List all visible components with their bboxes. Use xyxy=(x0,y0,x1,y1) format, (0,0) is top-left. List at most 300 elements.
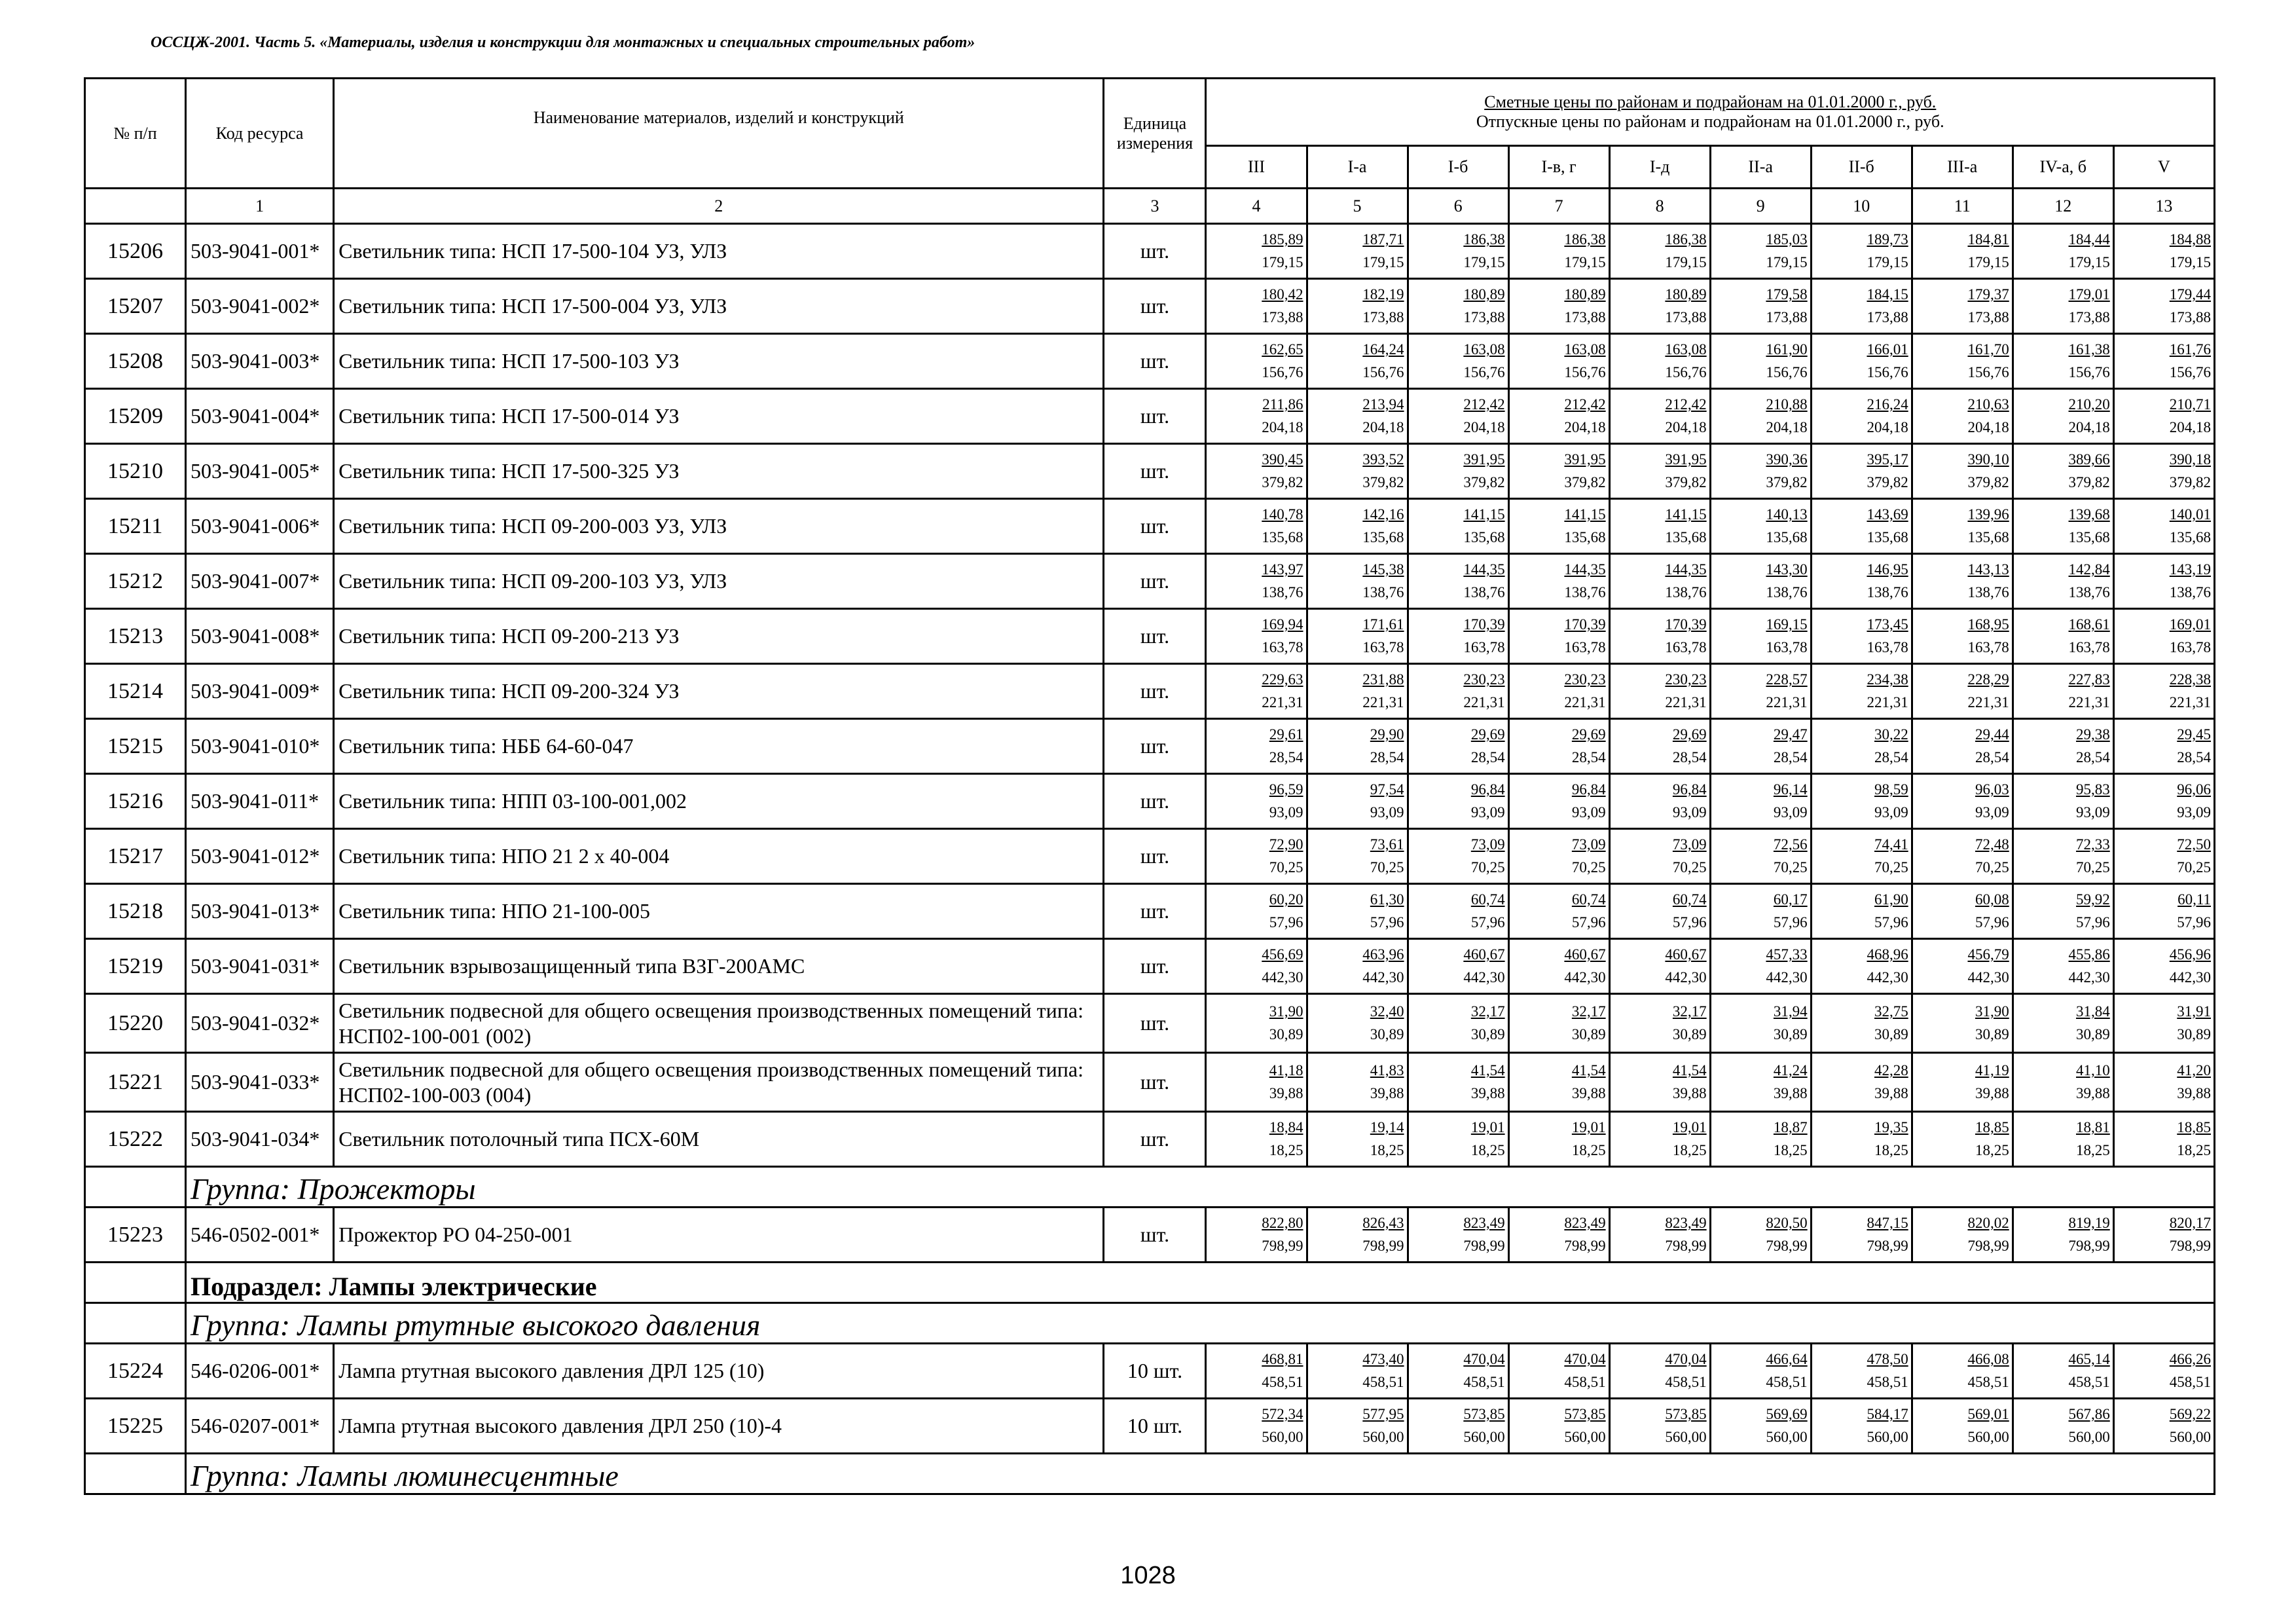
row-number: 15213 xyxy=(85,609,186,664)
wholesale-price: 70,25 xyxy=(1269,858,1303,876)
price-cell xyxy=(1307,499,1408,554)
estimate-price-value: 61,90 xyxy=(1874,891,1908,908)
wholesale-price: 135,68 xyxy=(2169,528,2211,545)
wholesale-price: 204,18 xyxy=(1766,418,1808,435)
table-row xyxy=(85,279,2215,334)
table-row xyxy=(85,664,2215,719)
price-cell xyxy=(2113,884,2214,939)
estimate-price xyxy=(1711,339,1810,361)
estimate-price-value: 185,03 xyxy=(1766,231,1808,248)
estimate-price xyxy=(1207,1001,1305,1024)
wholesale-price: 204,18 xyxy=(1867,418,1908,435)
wholesale-price: 458,51 xyxy=(1463,1373,1505,1390)
wholesale-price: 138,76 xyxy=(2169,583,2211,600)
group-row xyxy=(85,1303,2215,1344)
estimate-price xyxy=(1611,944,1709,967)
price-cell xyxy=(2013,939,2113,994)
wholesale-price: 379,82 xyxy=(2169,473,2211,490)
estimate-price-value: 460,67 xyxy=(1665,946,1707,963)
estimate-price-value: 457,33 xyxy=(1766,946,1808,963)
column-number: 4 xyxy=(1206,189,1307,224)
wholesale-price: 221,31 xyxy=(2169,693,2211,710)
estimate-price xyxy=(1207,724,1305,747)
region-header: I-б xyxy=(1408,146,1508,189)
wholesale-price: 379,82 xyxy=(1362,473,1404,490)
estimate-price xyxy=(1611,1060,1709,1082)
estimate-price xyxy=(1611,889,1709,912)
wholesale-price: 560,00 xyxy=(2169,1428,2211,1445)
estimate-price xyxy=(1812,339,1911,361)
resource-code: 503-9041-032* xyxy=(186,994,334,1053)
unit-of-measure: шт. xyxy=(1104,499,1206,554)
group-row-blank xyxy=(85,1167,186,1208)
estimate-price-value: 60,08 xyxy=(1975,891,2009,908)
estimate-price-value: 820,17 xyxy=(2169,1215,2211,1231)
estimate-price-value: 230,23 xyxy=(1463,671,1505,688)
item-name: Прожектор РО 04-250-001 xyxy=(334,1208,1104,1263)
row-number: 15211 xyxy=(85,499,186,554)
estimate-price-value: 31,84 xyxy=(2076,1003,2110,1020)
estimate-price-value: 29,45 xyxy=(2177,726,2211,743)
table-row xyxy=(85,719,2215,774)
estimate-price xyxy=(2014,284,2113,306)
estimate-price-value: 29,90 xyxy=(1370,726,1404,743)
wholesale-price: 138,76 xyxy=(1665,583,1707,600)
estimate-price-value: 470,04 xyxy=(1564,1351,1606,1367)
estimate-price xyxy=(1409,1348,1508,1371)
price-cell xyxy=(1912,554,2013,609)
estimate-price-value: 228,29 xyxy=(1967,671,2009,688)
price-cell xyxy=(1307,444,1408,499)
row-number: 15221 xyxy=(85,1053,186,1112)
price-cell xyxy=(1609,1053,1710,1112)
estimate-price xyxy=(2115,284,2214,306)
estimate-price-value: 144,35 xyxy=(1564,561,1606,578)
estimate-price-value: 139,96 xyxy=(1967,506,2009,523)
estimate-price xyxy=(1611,339,1709,361)
price-cell xyxy=(1811,939,1912,994)
wholesale-price: 30,89 xyxy=(1975,1025,2009,1043)
wholesale-price: 560,00 xyxy=(1967,1428,2009,1445)
estimate-price-value: 140,78 xyxy=(1262,506,1303,523)
estimate-price xyxy=(1510,1060,1609,1082)
estimate-price xyxy=(1207,669,1305,692)
wholesale-price: 173,88 xyxy=(1766,308,1808,325)
estimate-price xyxy=(1510,1403,1609,1426)
wholesale-price: 28,54 xyxy=(1571,748,1606,766)
estimate-price xyxy=(1308,229,1407,251)
item-name: Светильник типа: НСП 17-500-104 УЗ, УЛЗ xyxy=(334,224,1104,279)
wholesale-price: 798,99 xyxy=(1362,1237,1404,1254)
estimate-price xyxy=(1207,504,1305,526)
price-cell xyxy=(1609,499,1710,554)
wholesale-price: 179,15 xyxy=(1463,253,1505,270)
estimate-price xyxy=(1913,1212,2012,1235)
wholesale-price: 70,25 xyxy=(1874,858,1908,876)
estimate-price-value: 41,20 xyxy=(2177,1062,2211,1079)
estimate-price xyxy=(1510,1348,1609,1371)
wholesale-price: 135,68 xyxy=(2068,528,2110,545)
estimate-price xyxy=(2115,559,2214,581)
wholesale-price: 28,54 xyxy=(1874,748,1908,766)
estimate-price-value: 573,85 xyxy=(1564,1406,1606,1422)
estimate-price-value: 60,74 xyxy=(1672,891,1707,908)
estimate-price-value: 29,38 xyxy=(2076,726,2110,743)
wholesale-price: 179,15 xyxy=(1262,253,1303,270)
wholesale-price: 173,88 xyxy=(1867,308,1908,325)
estimate-price-value: 180,89 xyxy=(1463,286,1505,303)
item-name: Светильник типа: НПО 21-100-005 xyxy=(334,884,1104,939)
price-cell xyxy=(1508,499,1609,554)
estimate-price xyxy=(1308,1116,1407,1139)
price-cell xyxy=(1307,664,1408,719)
price-cell xyxy=(1811,609,1912,664)
estimate-price-value: 569,69 xyxy=(1766,1406,1808,1422)
estimate-price xyxy=(2014,1212,2113,1235)
column-number-blank xyxy=(85,189,186,224)
estimate-price-value: 228,57 xyxy=(1766,671,1808,688)
group-row xyxy=(85,1454,2215,1494)
unit-of-measure: шт. xyxy=(1104,829,1206,884)
wholesale-price: 57,96 xyxy=(1975,913,2009,931)
wholesale-price: 173,88 xyxy=(1463,308,1505,325)
price-cell xyxy=(2013,1112,2113,1167)
estimate-price-value: 72,90 xyxy=(1269,836,1303,853)
estimate-price-value: 460,67 xyxy=(1463,946,1505,963)
price-cell xyxy=(1307,554,1408,609)
price-cell xyxy=(1609,1344,1710,1399)
estimate-price xyxy=(1711,1001,1810,1024)
estimate-price xyxy=(1308,944,1407,967)
wholesale-price: 163,78 xyxy=(2068,638,2110,655)
estimate-price xyxy=(1207,834,1305,857)
table-row xyxy=(85,554,2215,609)
price-cell xyxy=(1609,1208,1710,1263)
estimate-price xyxy=(2115,1116,2214,1139)
item-name: Светильник подвесной для общего освещения производственных помещений типа: НСП02-100-001 (002) xyxy=(334,994,1104,1053)
wholesale-price: 30,89 xyxy=(1269,1025,1303,1043)
estimate-price xyxy=(1913,229,2012,251)
region-header: III-а xyxy=(1912,146,2013,189)
estimate-price xyxy=(1913,339,2012,361)
wholesale-price: 798,99 xyxy=(1766,1237,1808,1254)
price-cell xyxy=(1609,279,1710,334)
estimate-price-value: 189,73 xyxy=(1867,231,1908,248)
wholesale-price: 57,96 xyxy=(1874,913,1908,931)
estimate-price-value: 146,95 xyxy=(1867,561,1908,578)
estimate-price xyxy=(1812,669,1911,692)
price-cell xyxy=(2013,994,2113,1053)
price-cell xyxy=(1811,1208,1912,1263)
estimate-price xyxy=(2014,559,2113,581)
price-cell xyxy=(1307,1344,1408,1399)
estimate-price xyxy=(1207,944,1305,967)
region-header: II-б xyxy=(1811,146,1912,189)
estimate-price-value: 169,94 xyxy=(1262,616,1303,633)
price-cell xyxy=(1307,774,1408,829)
wholesale-price: 442,30 xyxy=(1564,969,1606,986)
table-row xyxy=(85,774,2215,829)
price-cell xyxy=(1811,1112,1912,1167)
price-cell xyxy=(2113,774,2214,829)
estimate-price xyxy=(1308,1403,1407,1426)
wholesale-price: 156,76 xyxy=(1766,363,1808,380)
region-header: I-д xyxy=(1609,146,1710,189)
wholesale-price: 135,68 xyxy=(1867,528,1908,545)
wholesale-price: 138,76 xyxy=(1362,583,1404,600)
page-number: 1028 xyxy=(1120,1562,1176,1589)
price-cell xyxy=(2013,334,2113,389)
estimate-price-value: 820,02 xyxy=(1967,1215,2009,1231)
estimate-price-value: 32,17 xyxy=(1672,1003,1707,1020)
wholesale-price: 798,99 xyxy=(1867,1237,1908,1254)
price-cell xyxy=(1710,224,1811,279)
price-cell xyxy=(1307,829,1408,884)
estimate-price-value: 466,64 xyxy=(1766,1351,1808,1367)
estimate-price-value: 468,96 xyxy=(1867,946,1908,963)
price-cell xyxy=(1811,224,1912,279)
estimate-price xyxy=(1812,284,1911,306)
estimate-price-value: 163,08 xyxy=(1665,341,1707,358)
wholesale-price: 18,25 xyxy=(1773,1141,1808,1158)
row-number: 15218 xyxy=(85,884,186,939)
estimate-price-value: 470,04 xyxy=(1665,1351,1707,1367)
estimate-price xyxy=(1913,449,2012,471)
estimate-price-value: 577,95 xyxy=(1362,1406,1404,1422)
wholesale-price: 163,78 xyxy=(1766,638,1808,655)
price-cell xyxy=(1307,609,1408,664)
price-cell xyxy=(1307,224,1408,279)
wholesale-price: 173,88 xyxy=(2068,308,2110,325)
estimate-price xyxy=(1711,889,1810,912)
resource-code: 503-9041-009* xyxy=(186,664,334,719)
header-num: № п/п xyxy=(85,79,186,189)
estimate-price-value: 186,38 xyxy=(1463,231,1505,248)
resource-code: 503-9041-003* xyxy=(186,334,334,389)
wholesale-price: 70,25 xyxy=(1470,858,1505,876)
estimate-price-value: 60,74 xyxy=(1470,891,1505,908)
wholesale-price: 57,96 xyxy=(2177,913,2211,931)
price-cell xyxy=(2113,499,2214,554)
wholesale-price: 560,00 xyxy=(1564,1428,1606,1445)
resource-code: 503-9041-033* xyxy=(186,1053,334,1112)
wholesale-price: 221,31 xyxy=(1766,693,1808,710)
estimate-price-value: 98,59 xyxy=(1874,781,1908,798)
wholesale-price: 798,99 xyxy=(1262,1237,1303,1254)
price-cell xyxy=(1206,884,1307,939)
unit-of-measure: шт. xyxy=(1104,1208,1206,1263)
estimate-price-value: 72,33 xyxy=(2076,836,2110,853)
wholesale-price: 442,30 xyxy=(1967,969,2009,986)
wholesale-price: 560,00 xyxy=(2068,1428,2110,1445)
wholesale-price: 173,88 xyxy=(1262,308,1303,325)
unit-of-measure: шт. xyxy=(1104,224,1206,279)
price-cell xyxy=(1307,994,1408,1053)
estimate-price-value: 390,10 xyxy=(1967,451,2009,468)
estimate-price-value: 573,85 xyxy=(1665,1406,1707,1422)
estimate-price xyxy=(1611,394,1709,416)
estimate-price-value: 231,88 xyxy=(1362,671,1404,688)
price-cell xyxy=(1206,499,1307,554)
estimate-price-value: 569,22 xyxy=(2169,1406,2211,1422)
estimate-price-value: 144,35 xyxy=(1463,561,1505,578)
price-cell xyxy=(1811,389,1912,444)
price-cell xyxy=(2113,664,2214,719)
wholesale-price: 28,54 xyxy=(1773,748,1808,766)
item-name: Лампа ртутная высокого давления ДРЛ 250 (10)-4 xyxy=(334,1399,1104,1454)
wholesale-price: 179,15 xyxy=(1967,253,2009,270)
table-row xyxy=(85,389,2215,444)
estimate-price-value: 573,85 xyxy=(1463,1406,1505,1422)
estimate-price-value: 179,37 xyxy=(1967,286,2009,303)
wholesale-price: 458,51 xyxy=(2169,1373,2211,1390)
wholesale-price: 30,89 xyxy=(2076,1025,2110,1043)
estimate-price xyxy=(1510,229,1609,251)
estimate-price-value: 212,42 xyxy=(1463,396,1505,413)
wholesale-price: 156,76 xyxy=(1665,363,1707,380)
estimate-price-value: 143,30 xyxy=(1766,561,1808,578)
price-cell xyxy=(1508,884,1609,939)
row-number: 15207 xyxy=(85,279,186,334)
estimate-price xyxy=(1711,1348,1810,1371)
price-cell xyxy=(1206,994,1307,1053)
item-name: Светильник типа: НСП 17-500-014 УЗ xyxy=(334,389,1104,444)
estimate-price-value: 32,17 xyxy=(1470,1003,1505,1020)
price-cell xyxy=(1508,554,1609,609)
price-cell xyxy=(1508,829,1609,884)
price-cell xyxy=(1508,939,1609,994)
price-cell xyxy=(1307,884,1408,939)
price-cell xyxy=(2013,774,2113,829)
estimate-price xyxy=(2115,779,2214,802)
estimate-price-value: 184,44 xyxy=(2068,231,2110,248)
estimate-price-value: 29,61 xyxy=(1269,726,1303,743)
column-number: 2 xyxy=(334,189,1104,224)
estimate-price-value: 29,69 xyxy=(1672,726,1707,743)
header-code: Код ресурса xyxy=(186,79,334,189)
estimate-price-value: 140,13 xyxy=(1766,506,1808,523)
table-row xyxy=(85,884,2215,939)
price-cell xyxy=(1307,279,1408,334)
wholesale-price: 442,30 xyxy=(1867,969,1908,986)
price-cell xyxy=(1408,499,1508,554)
estimate-price xyxy=(1913,614,2012,637)
estimate-price-value: 31,90 xyxy=(1975,1003,2009,1020)
estimate-price-value: 173,45 xyxy=(1867,616,1908,633)
estimate-price-value: 41,83 xyxy=(1370,1062,1404,1079)
estimate-price-value: 18,85 xyxy=(2177,1119,2211,1135)
estimate-price xyxy=(2014,1403,2113,1426)
column-number: 10 xyxy=(1811,189,1912,224)
table-row xyxy=(85,334,2215,389)
estimate-price-value: 584,17 xyxy=(1867,1406,1908,1422)
estimate-price-value: 162,65 xyxy=(1262,341,1303,358)
price-cell xyxy=(2113,1208,2214,1263)
estimate-price xyxy=(2115,944,2214,967)
price-cell xyxy=(2013,829,2113,884)
estimate-price xyxy=(2014,834,2113,857)
resource-code: 503-9041-034* xyxy=(186,1112,334,1167)
estimate-price xyxy=(2115,614,2214,637)
estimate-price-value: 216,24 xyxy=(1867,396,1908,413)
estimate-price xyxy=(1207,449,1305,471)
price-cell xyxy=(1811,1053,1912,1112)
estimate-price-value: 187,71 xyxy=(1362,231,1404,248)
estimate-price-value: 73,09 xyxy=(1470,836,1505,853)
estimate-price xyxy=(1207,779,1305,802)
price-cell xyxy=(1307,1112,1408,1167)
estimate-price-value: 184,81 xyxy=(1967,231,2009,248)
estimate-price xyxy=(1409,724,1508,747)
group-row-blank xyxy=(85,1303,186,1344)
price-cell xyxy=(1912,939,2013,994)
price-cell xyxy=(1408,994,1508,1053)
price-cell xyxy=(2013,719,2113,774)
estimate-price-value: 470,04 xyxy=(1463,1351,1505,1367)
price-cell xyxy=(1206,444,1307,499)
wholesale-price: 173,88 xyxy=(2169,308,2211,325)
price-cell xyxy=(2113,444,2214,499)
estimate-price-value: 179,44 xyxy=(2169,286,2211,303)
price-cell xyxy=(1609,1112,1710,1167)
wholesale-price: 379,82 xyxy=(1564,473,1606,490)
estimate-price xyxy=(1510,559,1609,581)
estimate-price xyxy=(1711,1116,1810,1139)
estimate-price xyxy=(2014,779,2113,802)
resource-code: 503-9041-011* xyxy=(186,774,334,829)
wholesale-price: 798,99 xyxy=(2169,1237,2211,1254)
wholesale-price: 135,68 xyxy=(1967,528,2009,545)
estimate-price xyxy=(2115,724,2214,747)
estimate-price-value: 139,68 xyxy=(2068,506,2110,523)
estimate-price xyxy=(1611,1212,1709,1235)
document-header: ОССЦЖ-2001. Часть 5. «Материалы, изделия и конструкции для монтажных и специальных строительных работ» xyxy=(151,34,975,51)
wholesale-price: 138,76 xyxy=(1867,583,1908,600)
estimate-price-value: 391,95 xyxy=(1564,451,1606,468)
wholesale-price: 173,88 xyxy=(1665,308,1707,325)
estimate-price-value: 212,42 xyxy=(1665,396,1707,413)
wholesale-price: 379,82 xyxy=(1967,473,2009,490)
wholesale-price: 442,30 xyxy=(1362,969,1404,986)
wholesale-price: 138,76 xyxy=(2068,583,2110,600)
estimate-price-value: 390,45 xyxy=(1262,451,1303,468)
price-cell xyxy=(2113,1053,2214,1112)
estimate-price xyxy=(1913,1001,2012,1024)
price-cell xyxy=(1408,664,1508,719)
estimate-price-value: 74,41 xyxy=(1874,836,1908,853)
price-cell xyxy=(1508,1053,1609,1112)
price-cell xyxy=(1508,609,1609,664)
unit-of-measure: шт. xyxy=(1104,719,1206,774)
estimate-price xyxy=(1611,284,1709,306)
unit-of-measure: шт. xyxy=(1104,1112,1206,1167)
estimate-price-value: 41,24 xyxy=(1773,1062,1808,1079)
price-cell xyxy=(1811,829,1912,884)
price-cell xyxy=(1508,664,1609,719)
estimate-price-value: 32,75 xyxy=(1874,1003,1908,1020)
estimate-price xyxy=(1308,614,1407,637)
price-cell xyxy=(2113,609,2214,664)
price-cell xyxy=(1307,1399,1408,1454)
price-cell xyxy=(1912,609,2013,664)
estimate-price xyxy=(2115,1001,2214,1024)
wholesale-price: 70,25 xyxy=(2076,858,2110,876)
price-cell xyxy=(1811,1399,1912,1454)
estimate-price-value: 395,17 xyxy=(1867,451,1908,468)
wholesale-price: 30,89 xyxy=(1571,1025,1606,1043)
price-cell xyxy=(1710,664,1811,719)
estimate-price xyxy=(1308,1212,1407,1235)
